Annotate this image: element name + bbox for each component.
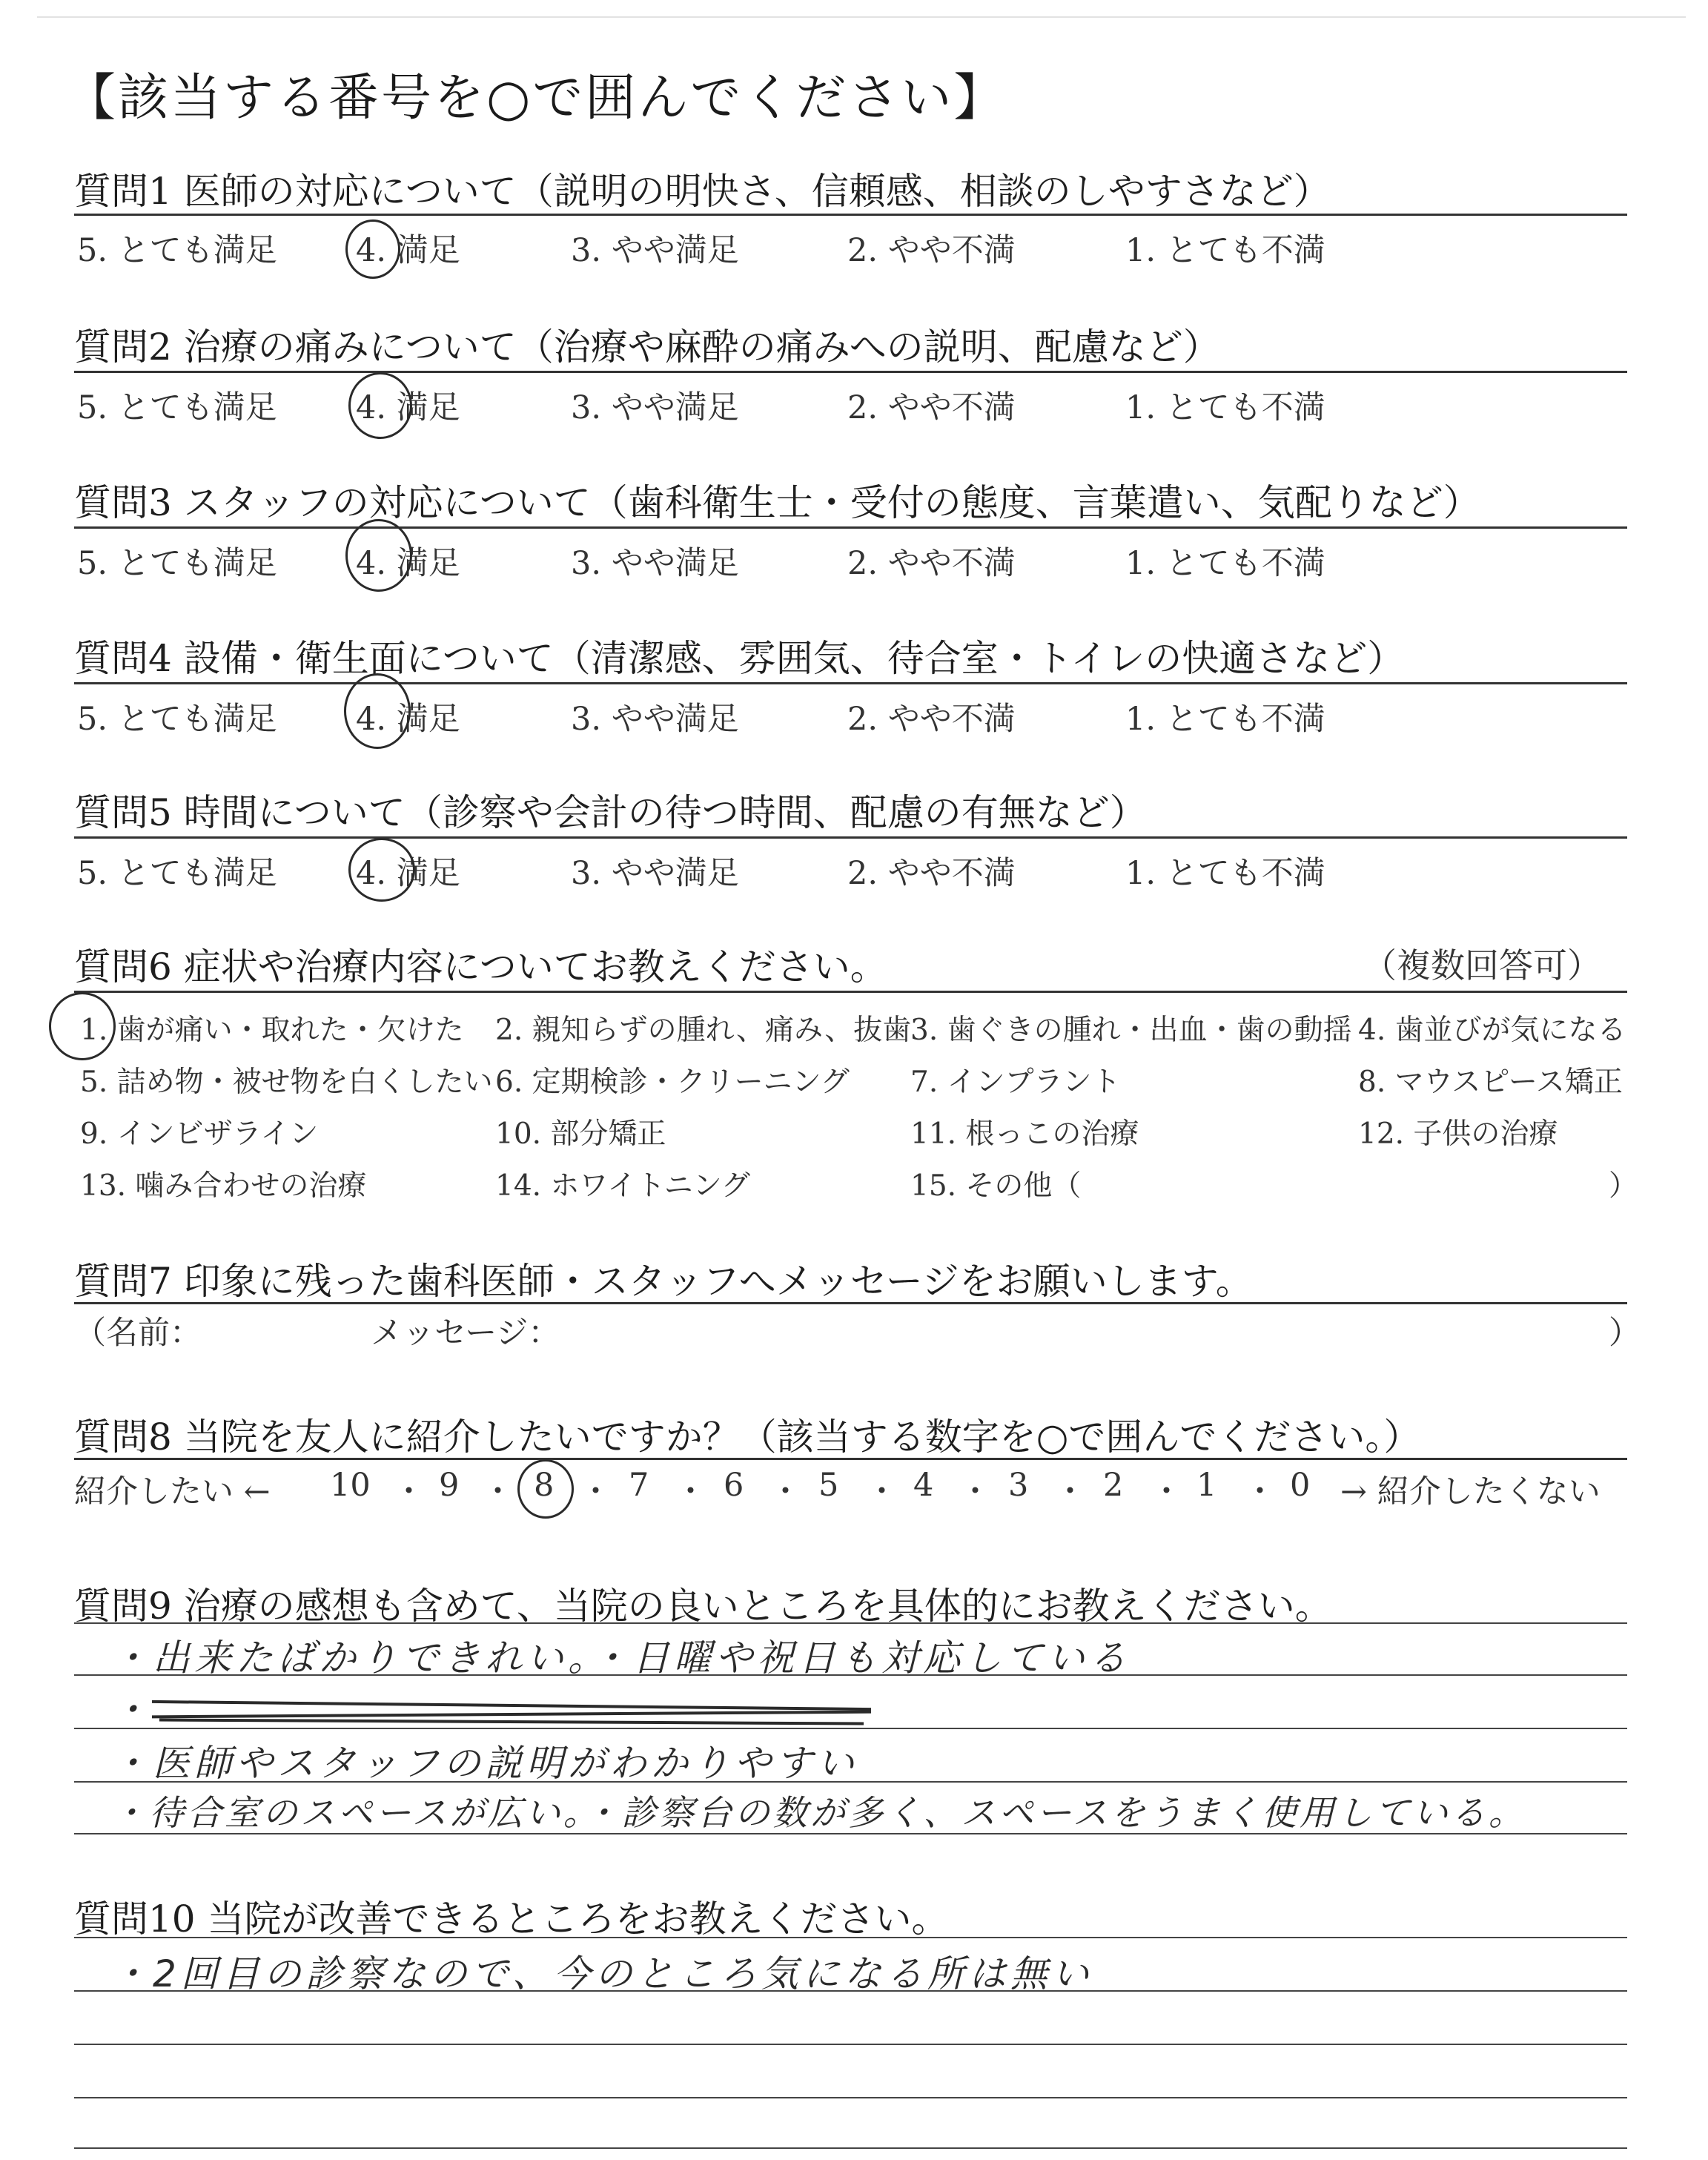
question-7-rule <box>74 1302 1627 1304</box>
q4-option-3[interactable]: 3. やや満足 <box>571 701 739 738</box>
q9-answer-4: ・待合室のスペースが広い。・診察台の数が多く、スペースをうまく使用している。 <box>111 1793 1526 1834</box>
q3-selected-circle <box>345 519 412 592</box>
q4-selected-circle <box>344 673 411 749</box>
q1-option-2[interactable]: 2. やや不満 <box>847 232 1016 269</box>
q10-rule <box>74 2044 1627 2045</box>
q5-option-4[interactable]: 4. 満足 <box>356 855 460 892</box>
q6-option-2[interactable]: 2. 親知らずの腫れ、痛み、抜歯 <box>495 1014 912 1047</box>
q8-scale-dot: ・ <box>1244 1473 1276 1510</box>
q1-option-4[interactable]: 4. 満足 <box>356 232 460 269</box>
q9-rule <box>74 1674 1627 1676</box>
q1-option-1[interactable]: 1. とても不満 <box>1125 232 1325 269</box>
q6-option-5[interactable]: 5. 詰め物・被せ物を白くしたい <box>80 1066 493 1099</box>
q8-scale-7[interactable]: 7 <box>629 1467 649 1504</box>
question-8-rule <box>74 1458 1627 1460</box>
q8-scale-1[interactable]: 1 <box>1196 1467 1217 1504</box>
q9-scribble <box>152 1711 871 1719</box>
q6-option-3[interactable]: 3. 歯ぐきの腫れ・出血・歯の動揺 <box>910 1014 1352 1047</box>
q6-option-10[interactable]: 10. 部分矯正 <box>495 1117 666 1151</box>
q1-option-5[interactable]: 5. とても満足 <box>77 232 277 269</box>
q8-scale-0[interactable]: 0 <box>1290 1467 1311 1504</box>
question-6-rule <box>74 991 1627 993</box>
q5-selected-circle <box>348 838 415 902</box>
q6-option-13[interactable]: 13. 噛み合わせの治療 <box>80 1169 367 1203</box>
q8-scale-2[interactable]: 2 <box>1103 1467 1124 1504</box>
q2-option-5[interactable]: 5. とても満足 <box>77 389 277 426</box>
question-2-rule <box>74 371 1627 373</box>
q2-option-3[interactable]: 3. やや満足 <box>571 389 739 426</box>
q8-scale-5[interactable]: 5 <box>818 1467 839 1504</box>
q8-scale-9[interactable]: 9 <box>439 1467 460 1504</box>
q10-answer-1: ・2回目の診察なので、今のところ気になる所は無い <box>111 1952 1093 1995</box>
question-7-title: 質問7 印象に残った歯科医師・スタッフへメッセージをお願いします。 <box>74 1260 1253 1303</box>
q6-option-6[interactable]: 6. 定期検診・クリーニング <box>495 1066 850 1099</box>
q1-selected-circle <box>345 219 400 279</box>
q7-message-label: メッセージ： <box>371 1315 560 1352</box>
question-3-title: 質問3 スタッフの対応について（歯科衛生士・受付の態度、言葉遣い、気配りなど） <box>74 481 1480 524</box>
q7-close-paren: ） <box>1609 1315 1641 1352</box>
q6-option-11[interactable]: 11. 根っこの治療 <box>910 1117 1139 1151</box>
q8-right-label: → 紹介したくない <box>1340 1473 1601 1510</box>
q8-scale-4[interactable]: 4 <box>913 1467 934 1504</box>
q2-option-1[interactable]: 1. とても不満 <box>1125 389 1325 426</box>
q6-option-8[interactable]: 8. マウスピース矯正 <box>1358 1066 1623 1099</box>
q3-option-4[interactable]: 4. 満足 <box>356 545 460 582</box>
q3-option-1[interactable]: 1. とても不満 <box>1125 545 1325 582</box>
q8-scale-dot: ・ <box>482 1473 514 1510</box>
q3-option-5[interactable]: 5. とても満足 <box>77 545 277 582</box>
q4-option-2[interactable]: 2. やや不満 <box>847 701 1016 738</box>
q2-selected-circle <box>348 372 412 439</box>
q10-rule <box>74 2097 1627 2098</box>
question-5-rule <box>74 836 1627 839</box>
q8-scale-dot: ・ <box>769 1473 801 1510</box>
question-2-title: 質問2 治療の痛みについて（治療や麻酔の痛みへの説明、配慮など） <box>74 326 1220 369</box>
q4-option-4[interactable]: 4. 満足 <box>356 701 460 738</box>
q8-scale-dot: ・ <box>580 1473 612 1510</box>
q8-scale-dot: ・ <box>1151 1473 1182 1510</box>
q8-selected-circle <box>517 1459 574 1519</box>
q6-option-1[interactable]: 1. 歯が痛い・取れた・欠けた <box>80 1014 464 1047</box>
q2-option-2[interactable]: 2. やや不満 <box>847 389 1016 426</box>
question-8-title: 質問8 当院を友人に紹介したいですか？（該当する数字を○で囲んでください。） <box>74 1416 1421 1459</box>
question-5-title: 質問5 時間について（診察や会計の待つ時間、配慮の有無など） <box>74 791 1147 834</box>
q10-rule <box>74 1990 1627 1992</box>
q9-scribble <box>152 1700 871 1711</box>
q5-option-5[interactable]: 5. とても満足 <box>77 855 277 892</box>
q4-option-5[interactable]: 5. とても満足 <box>77 701 277 738</box>
q6-option-9[interactable]: 9. インビザライン <box>80 1117 319 1151</box>
q9-rule <box>74 1728 1627 1729</box>
q4-option-1[interactable]: 1. とても不満 <box>1125 701 1325 738</box>
top-border <box>37 16 1686 18</box>
q5-option-1[interactable]: 1. とても不満 <box>1125 855 1325 892</box>
question-9-title: 質問9 治療の感想も含めて、当院の良いところを具体的にお教えください。 <box>74 1585 1332 1628</box>
q8-scale-dot: ・ <box>959 1473 991 1510</box>
q1-option-3[interactable]: 3. やや満足 <box>571 232 739 269</box>
question-6-note: （複数回答可） <box>1363 945 1601 985</box>
q8-scale-dot: ・ <box>675 1473 706 1510</box>
q10-rule <box>74 2147 1627 2149</box>
q7-name-label: （名前： <box>74 1315 202 1352</box>
q6-option-15[interactable]: 15. その他（ <box>910 1169 1082 1203</box>
q8-scale-dot: ・ <box>866 1473 898 1510</box>
q9-rule <box>74 1781 1627 1783</box>
q10-rule <box>74 1937 1627 1938</box>
q8-scale-dot: ・ <box>393 1473 425 1510</box>
q5-option-3[interactable]: 3. やや満足 <box>571 855 739 892</box>
q6-option-4[interactable]: 4. 歯並びが気になる <box>1358 1014 1626 1047</box>
q8-scale-6[interactable]: 6 <box>724 1467 744 1504</box>
q8-scale-dot: ・ <box>1054 1473 1086 1510</box>
q9-rule <box>74 1622 1627 1624</box>
q3-option-2[interactable]: 2. やや不満 <box>847 545 1016 582</box>
q8-left-label: 紹介したい ← <box>74 1473 271 1510</box>
q6-option-7[interactable]: 7. インプラント <box>910 1066 1121 1099</box>
q6-option-14[interactable]: 14. ホワイトニング <box>495 1169 750 1203</box>
q9-scribble <box>159 1719 864 1725</box>
q8-scale-3[interactable]: 3 <box>1008 1467 1029 1504</box>
q3-option-3[interactable]: 3. やや満足 <box>571 545 739 582</box>
q6-selected-circle <box>49 992 116 1060</box>
question-6-title: 質問6 症状や治療内容についてお教えください。 <box>74 945 887 988</box>
q2-option-4[interactable]: 4. 満足 <box>356 389 460 426</box>
question-4-rule <box>74 682 1627 684</box>
q9-rule <box>74 1833 1627 1834</box>
q9-answer-2: ・ <box>111 1688 153 1731</box>
q8-scale-8[interactable]: 8 <box>534 1467 555 1504</box>
q9-answer-1: ・出来たばかりできれい。・日曜や祝日も対応している <box>111 1636 1131 1680</box>
q6-close-paren: ） <box>1609 1169 1638 1203</box>
instruction-heading: 【該当する番号を○で囲んでください】 <box>65 69 1007 128</box>
q5-option-2[interactable]: 2. やや不満 <box>847 855 1016 892</box>
q6-option-12[interactable]: 12. 子供の治療 <box>1358 1117 1558 1151</box>
question-3-rule <box>74 526 1627 529</box>
q9-answer-3: ・医師やスタッフの説明がわかりやすい <box>111 1742 858 1785</box>
question-1-title: 質問1 医師の対応について（説明の明快さ、信頼感、相談のしやすさなど） <box>74 170 1331 213</box>
question-1-rule <box>74 214 1627 216</box>
question-4-title: 質問4 設備・衛生面について（清潔感、雰囲気、待合室・トイレの快適さなど） <box>74 637 1405 680</box>
question-10-title: 質問10 当院が改善できるところをお教えください。 <box>74 1898 949 1941</box>
q8-scale-10[interactable]: 10 <box>330 1467 371 1504</box>
